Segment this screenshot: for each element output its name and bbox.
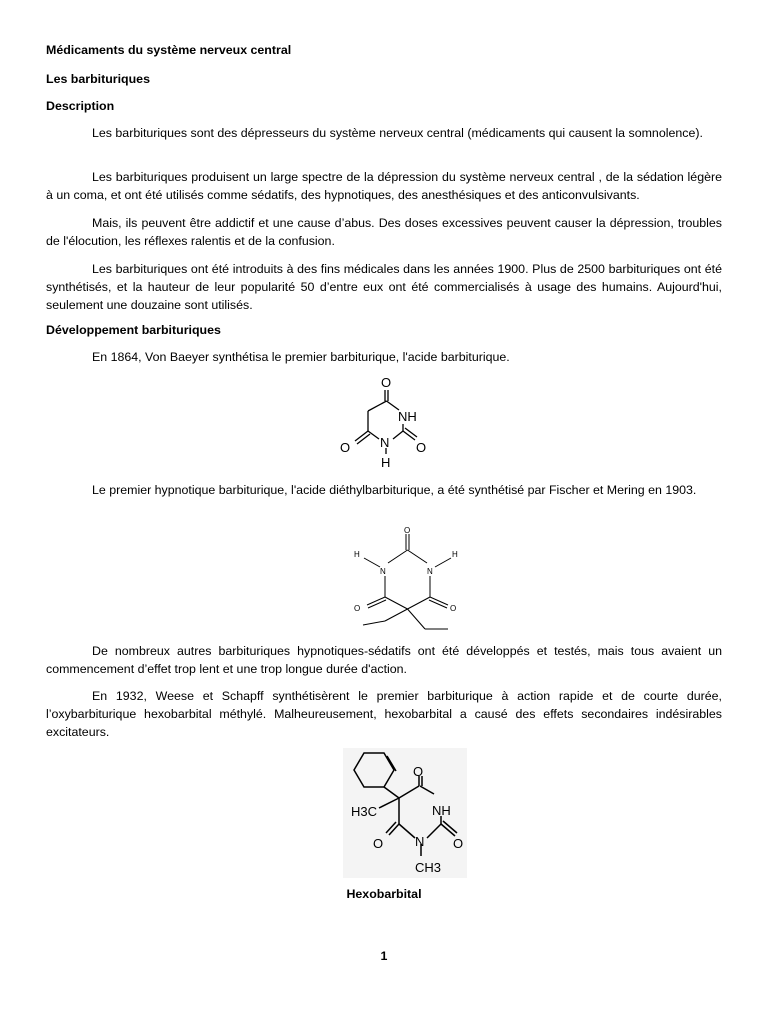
atom-o-right: O	[450, 604, 457, 613]
atom-o-left: O	[354, 604, 361, 613]
atom-h-left: H	[354, 550, 360, 559]
paragraph-many-barbiturates: De nombreux autres barbituriques hypnotiques-sédatifs ont été développés et testés, mais tous avaient un commencement d’effet trop lent et une trop longue durée d'action.	[46, 644, 722, 676]
atom-o-left: O	[373, 836, 384, 851]
atom-o-top: O	[413, 764, 424, 779]
paragraph-1903: Le premier hypnotique barbiturique, l'acide diéthylbarbiturique, a été synthétisé par Fischer et Mering en 1903.	[92, 483, 697, 497]
atom-n-bottom: N	[415, 834, 425, 849]
atom-o-top: O	[381, 376, 392, 390]
diethylbarbituric-acid-structure	[345, 524, 467, 634]
figure-caption-hexobarbital: Hexobarbital	[346, 887, 422, 901]
atom-o-right: O	[453, 836, 464, 851]
atom-nh-right: NH	[398, 409, 417, 424]
section-heading-development: Développement barbituriques	[46, 323, 221, 337]
page-number: 1	[380, 949, 388, 963]
paragraph-description-2: Les barbituriques produisent un large spectre de la dépression du système nerveux central , de la sédation légère à un coma, et ont été utilisés comme sédatifs, des hypnotiques, des anesthésiques et des anticonvulsivants.	[46, 170, 722, 202]
barbituric-acid-structure	[335, 376, 431, 470]
paragraph-description-1: Les barbituriques sont des dépresseurs du système nerveux central (médicaments qui causent la somnolence).	[92, 126, 703, 140]
atom-h3c: H3C	[351, 804, 378, 819]
atom-o-top: O	[404, 526, 411, 535]
atom-n-right: N	[427, 567, 433, 576]
paragraph-1864: En 1864, Von Baeyer synthétisa le premier barbiturique, l'acide barbiturique.	[92, 350, 510, 364]
atom-h-right: H	[452, 550, 458, 559]
paragraph-1932: En 1932, Weese et Schapff synthétisèrent le premier barbiturique à action rapide et de courte durée, l’oxybarbiturique hexobarbital méthylé. Malheureusement, hexobarbital a causé des effets secondaires indésirables excitateurs.	[46, 689, 722, 739]
atom-nh: NH	[432, 803, 451, 818]
section-heading-description: Description	[46, 99, 115, 113]
atom-n-left: N	[380, 567, 386, 576]
paragraph-description-3: Mais, ils peuvent être addictif et une cause d’abus. Des doses excessives peuvent causer la dépression, troubles de l'élocution, les réflexes ralentis et de la confusion.	[46, 216, 722, 248]
atom-n-bottom: N	[380, 435, 390, 450]
atom-o-right: O	[416, 440, 427, 455]
document-title: Médicaments du système nerveux central	[46, 43, 292, 57]
paragraph-description-4: Les barbituriques ont été introduits à des fins médicales dans les années 1900. Plus de 2500 barbituriques ont été synthétisés, et la hauteur de leur popularité 50 d’entre eux ont été commercialisés à usage des humains. Aujourd'hui, seulement une douzaine sont utilisés.	[46, 262, 722, 312]
hexobarbital-structure	[343, 748, 467, 878]
atom-ch3: CH3	[415, 860, 442, 875]
document-subtitle: Les barbituriques	[46, 72, 150, 86]
atom-h-bottom: H	[381, 455, 391, 470]
atom-o-left: O	[340, 440, 351, 455]
